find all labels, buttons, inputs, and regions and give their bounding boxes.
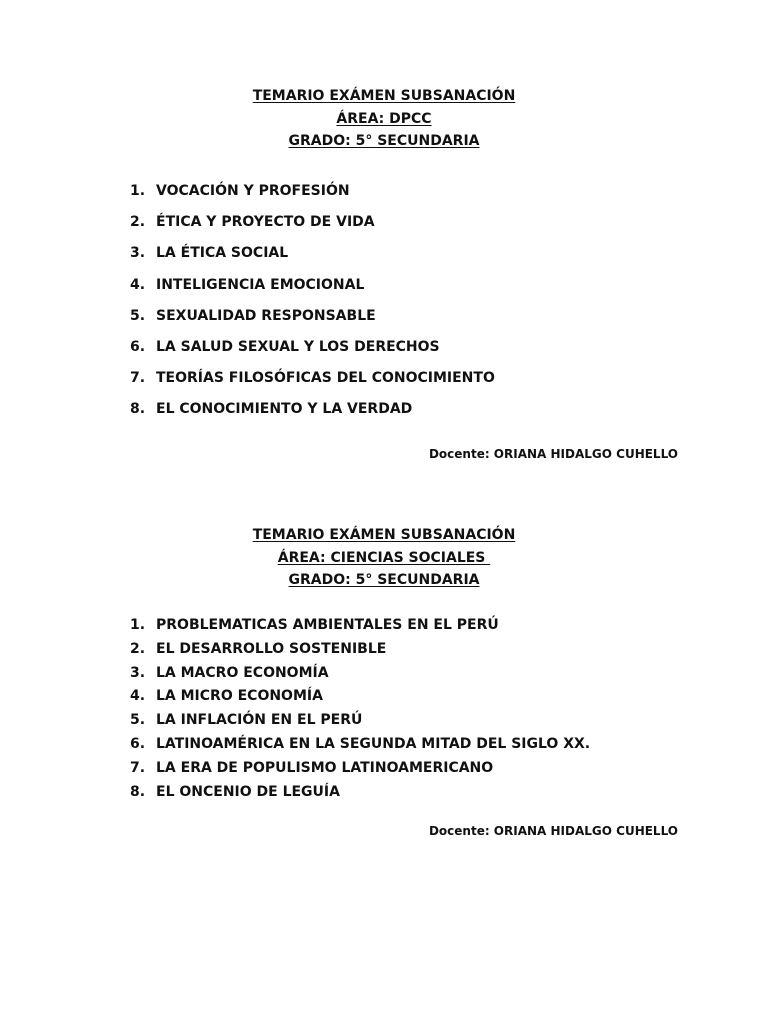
teacher-signature: Docente: ORIANA HIDALGO CUHELLO (428, 447, 678, 461)
list-item: 8. EL CONOCIMIENTO Y LA VERDAD (130, 394, 495, 425)
list-item: 2. ÉTICA Y PROYECTO DE VIDA (130, 207, 495, 238)
list-item: 3. LA MACRO ECONOMÍA (130, 662, 590, 686)
area-label: ÁREA: CIENCIAS SOCIALES (277, 549, 491, 566)
list-item: 7. TEORÍAS FILOSÓFICAS DEL CONOCIMIENTO (130, 363, 495, 394)
list-item: 6. LATINOAMÉRICA EN LA SEGUNDA MITAD DEL SIGLO XX. (130, 733, 590, 757)
topic-text: PROBLEMATICAS AMBIENTALES EN EL PERÚ (156, 617, 499, 633)
list-item: 1. PROBLEMATICAS AMBIENTALES EN EL PERÚ (130, 614, 590, 638)
list-item: 6. LA SALUD SEXUAL Y LOS DERECHOS (130, 332, 495, 363)
exam-title: TEMARIO EXÁMEN SUBSANACIÓN (252, 88, 516, 104)
topic-text: INTELIGENCIA EMOCIONAL (156, 276, 365, 293)
topic-text: SEXUALIDAD RESPONSABLE (156, 307, 376, 324)
topic-text: LATINOAMÉRICA EN LA SEGUNDA MITAD DEL SIGLO XX. (156, 735, 591, 752)
list-item: 4. LA MICRO ECONOMÍA (130, 685, 590, 709)
list-item: 5. LA INFLACIÓN EN EL PERÚ (130, 709, 590, 733)
topic-text: LA MICRO ECONOMÍA (156, 688, 323, 705)
topic-text: LA MACRO ECONOMÍA (156, 664, 329, 681)
list-item: 7. LA ERA DE POPULISMO LATINOAMERICANO (130, 757, 590, 781)
topic-list (130, 176, 495, 426)
list-item: 2. EL DESARROLLO SOSTENIBLE (130, 638, 590, 662)
topic-text: EL CONOCIMIENTO Y LA VERDAD (156, 401, 413, 418)
grade-label: GRADO: 5° SECUNDARIA (288, 133, 480, 149)
section-heading (0, 524, 768, 592)
syllabus-section-dpcc (0, 85, 768, 461)
topic-text: EL DESARROLLO SOSTENIBLE (156, 640, 387, 657)
list-item: 4. INTELIGENCIA EMOCIONAL (130, 270, 495, 301)
area-label: ÁREA: DPCC (336, 110, 432, 127)
list-item: 8. EL ONCENIO DE LEGUÍA (130, 781, 590, 805)
topic-text: LA ÉTICA SOCIAL (156, 245, 289, 262)
topic-text: LA ERA DE POPULISMO LATINOAMERICANO (156, 759, 494, 776)
grade-label: GRADO: 5° SECUNDARIA (288, 572, 480, 588)
teacher-signature: Docente: ORIANA HIDALGO CUHELLO (428, 824, 678, 838)
topic-text: ÉTICA Y PROYECTO DE VIDA (156, 214, 375, 231)
topic-text: TEORÍAS FILOSÓFICAS DEL CONOCIMIENTO (156, 370, 495, 387)
topic-list (130, 614, 590, 804)
topic-text: LA SALUD SEXUAL Y LOS DERECHOS (156, 339, 440, 356)
list-item: 3. LA ÉTICA SOCIAL (130, 238, 495, 269)
topic-text: VOCACIÓN Y PROFESIÓN (156, 183, 350, 199)
syllabus-section-ciencias-sociales (0, 524, 768, 838)
topic-text: EL ONCENIO DE LEGUÍA (156, 783, 340, 800)
exam-title: TEMARIO EXÁMEN SUBSANACIÓN (252, 527, 516, 543)
list-item: 5. SEXUALIDAD RESPONSABLE (130, 301, 495, 332)
list-item: 1. VOCACIÓN Y PROFESIÓN (130, 176, 495, 207)
topic-text: LA INFLACIÓN EN EL PERÚ (156, 712, 363, 729)
section-heading (0, 85, 768, 153)
